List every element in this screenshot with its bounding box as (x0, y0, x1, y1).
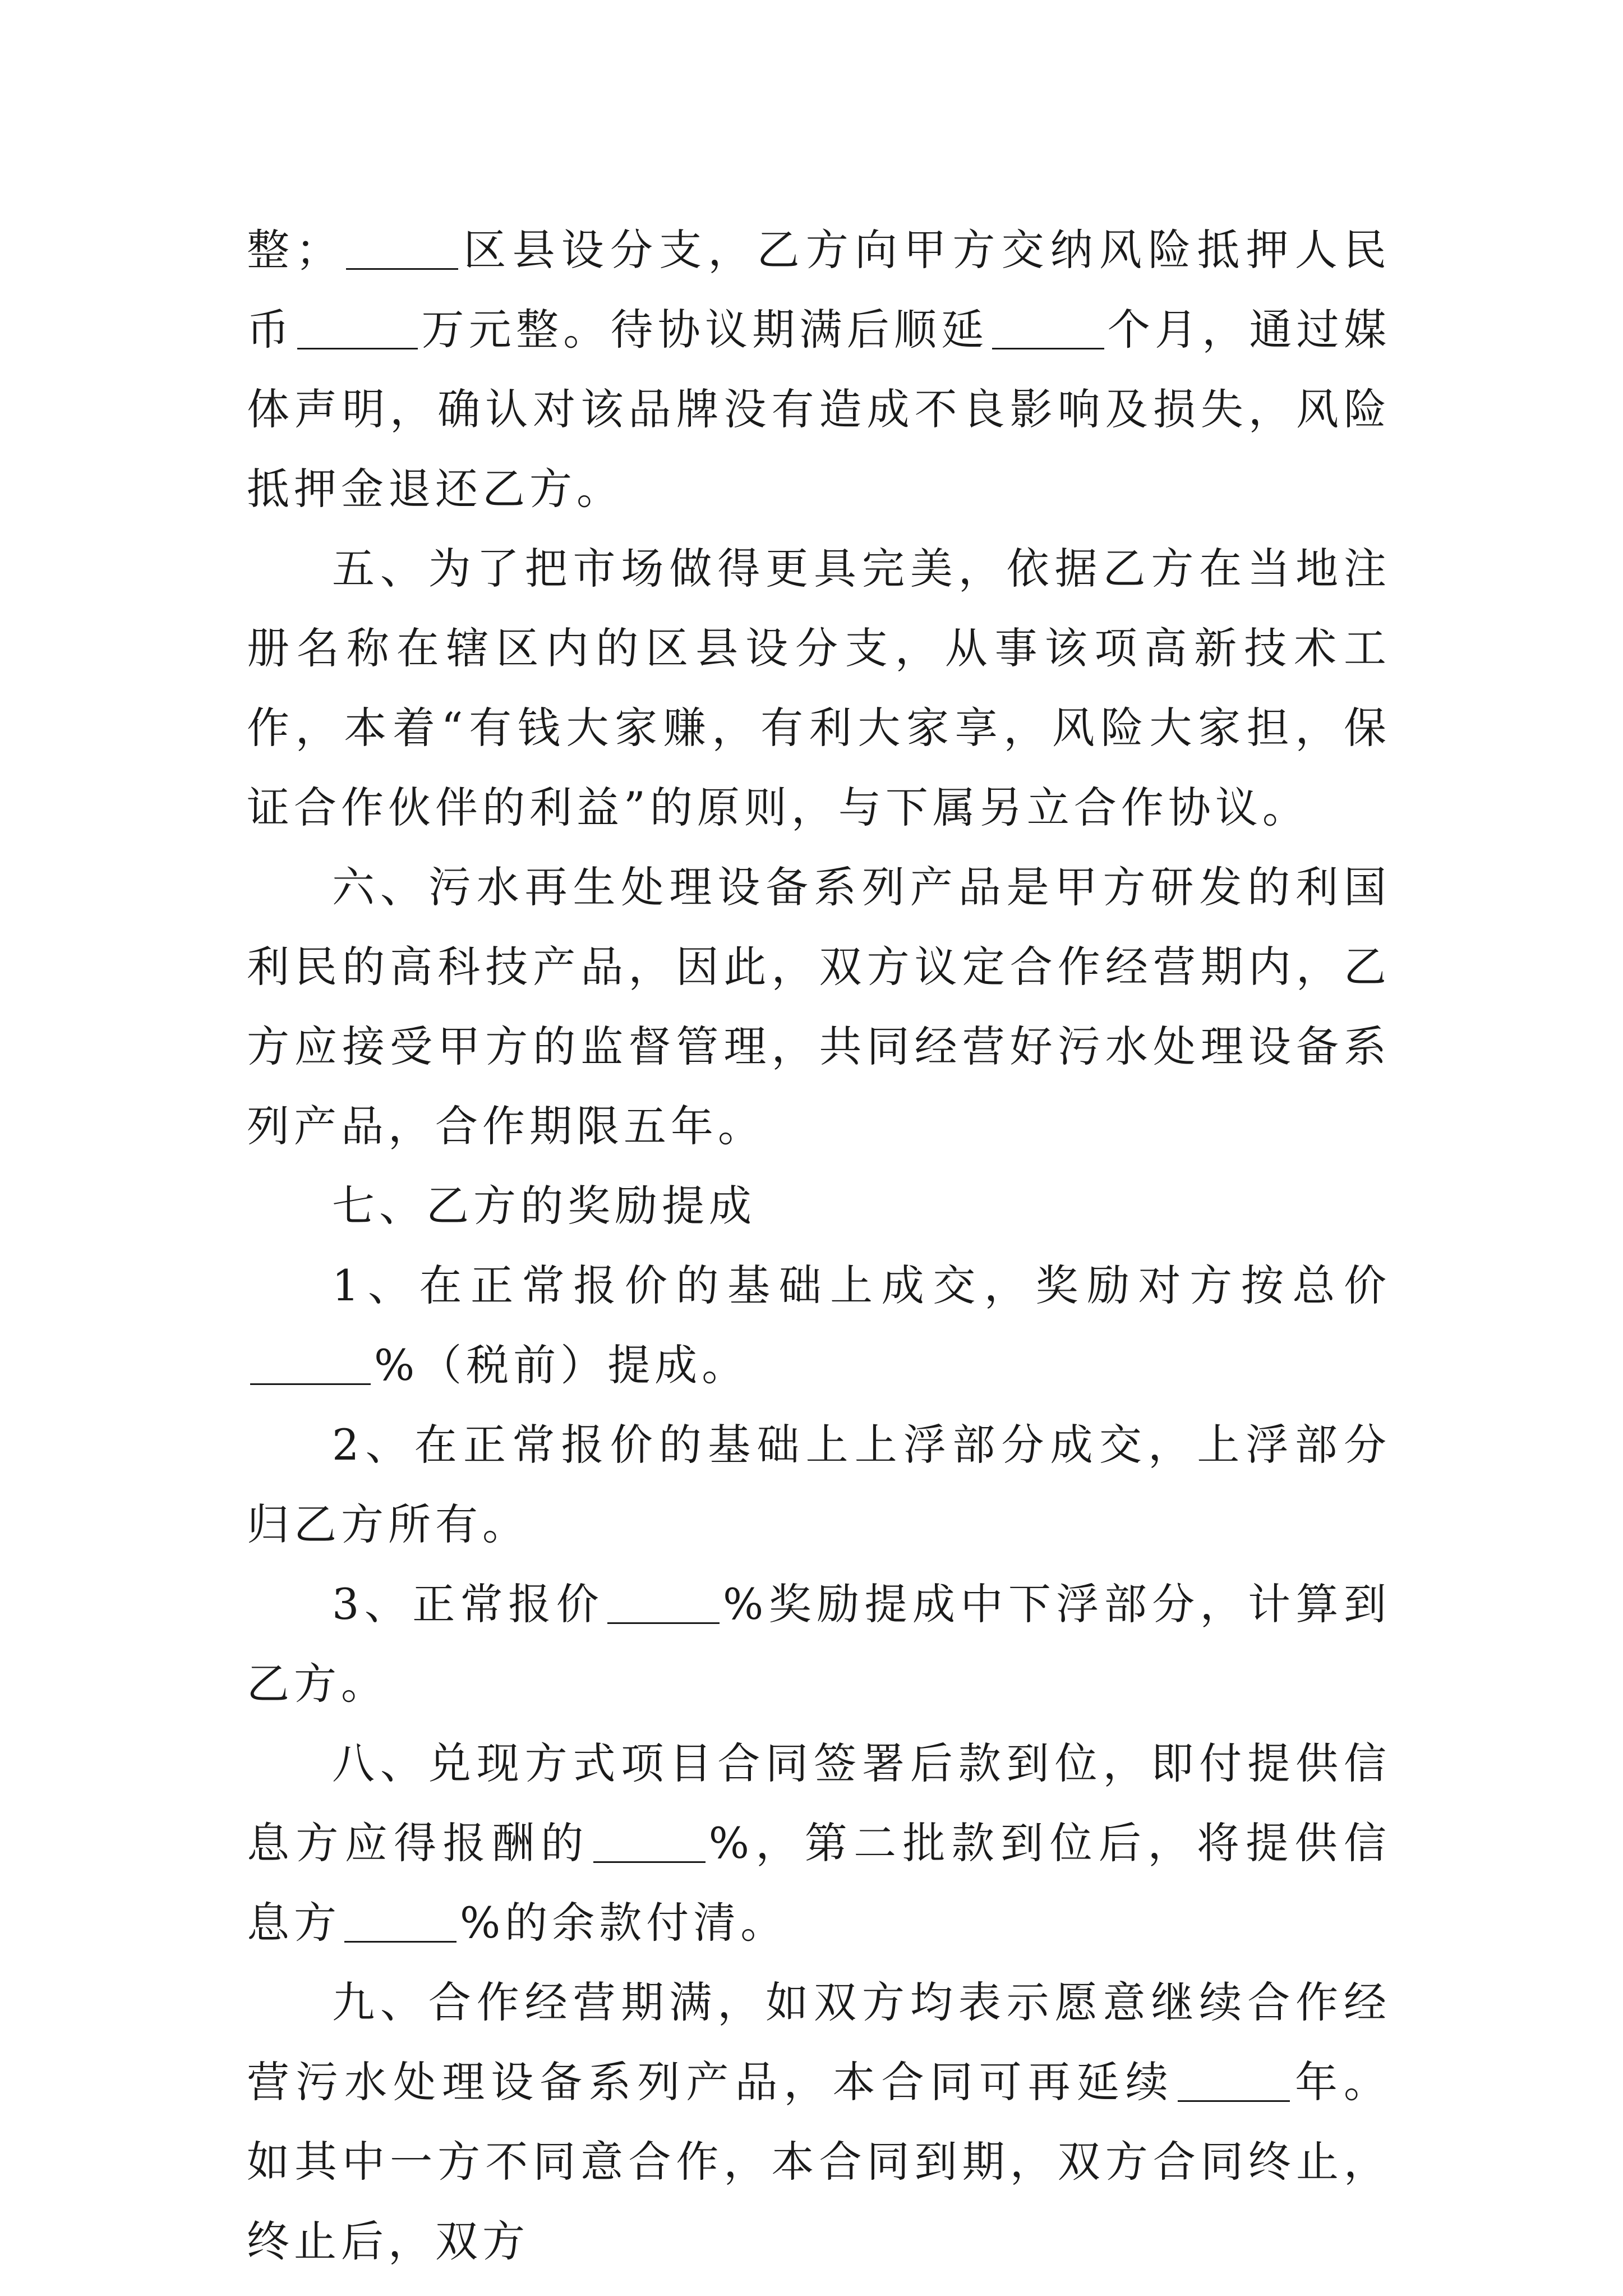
document-body (247, 210, 1391, 2281)
text-segment: %，第二批款到位后，将提供信息方 (247, 1818, 1391, 1948)
text-segment: 1、在正常报价的基础上成交，奖励对方按总价 (332, 1260, 1391, 1310)
fill-blank[interactable] (593, 1821, 706, 1863)
text-segment: 年。如其中一方不同意合作，本合同到期，双方合同终止，终止后，双方 (247, 2057, 1391, 2266)
paragraph-reward-3 (247, 1565, 1391, 1724)
paragraph-reward-2: 2、在正常报价的基础上上浮部分成交，上浮部分归乙方所有。 (247, 1420, 1391, 1549)
paragraph-clause-6: 六、污水再生处理设备系列产品是甲方研发的利国利民的高科技产品，因此，双方议定合作经营期内，乙方应接受甲方的监督管理，共同经营好污水处理设备系列产品，合作期限五年。 (247, 862, 1391, 1151)
fill-blank[interactable] (346, 228, 458, 270)
text-segment: 九、合作经营期满，如双方均表示愿意继续合作经营污水处理设备系列产品，本合同可再延续 (247, 1977, 1391, 2107)
text-segment: 区县设分支，乙方向甲方交纳风险抵押人民币 (247, 225, 1391, 355)
text-segment: 八、兑现方式项目合同签署后款到位，即付提供信息方应得报酬的 (247, 1738, 1391, 1868)
paragraph-clause-7-heading: 七、乙方的奖励提成 (332, 1181, 756, 1231)
fill-blank[interactable] (250, 1343, 371, 1385)
fill-blank[interactable] (607, 1582, 720, 1624)
paragraph-reward-1 (247, 1246, 1391, 1405)
paragraph-clause-8 (247, 1724, 1391, 1963)
paragraph-clause-9 (247, 1963, 1391, 2281)
fill-blank[interactable] (344, 1901, 457, 1943)
text-segment: 整； (247, 225, 343, 275)
fill-blank[interactable] (992, 307, 1104, 349)
fill-blank[interactable] (297, 307, 418, 349)
paragraph-clause-5: 五、为了把市场做得更具完美，依据乙方在当地注册名称在辖区内的区县设分支，从事该项高新技术工作，本着“有钱大家赚，有利大家享，风险大家担，保证合作伙伴的利益”的原则，与下属另立合作协议。 (247, 544, 1391, 832)
text-segment: %奖励提成中下浮部分，计算到乙方。 (247, 1579, 1391, 1709)
text-segment: 万元整。待协议期满后顺延 (421, 305, 989, 355)
text-segment: 个月，通过媒体声明，确认对该品牌没有造成不良影响及损失，风险抵押金退还乙方。 (247, 305, 1391, 514)
text-segment: 3、正常报价 (332, 1579, 605, 1629)
text-segment: %的余款付清。 (460, 1898, 788, 1948)
fill-blank[interactable] (1178, 2060, 1290, 2102)
text-segment: %（税前）提成。 (374, 1340, 749, 1390)
paragraph-risk-deposit (247, 210, 1391, 529)
